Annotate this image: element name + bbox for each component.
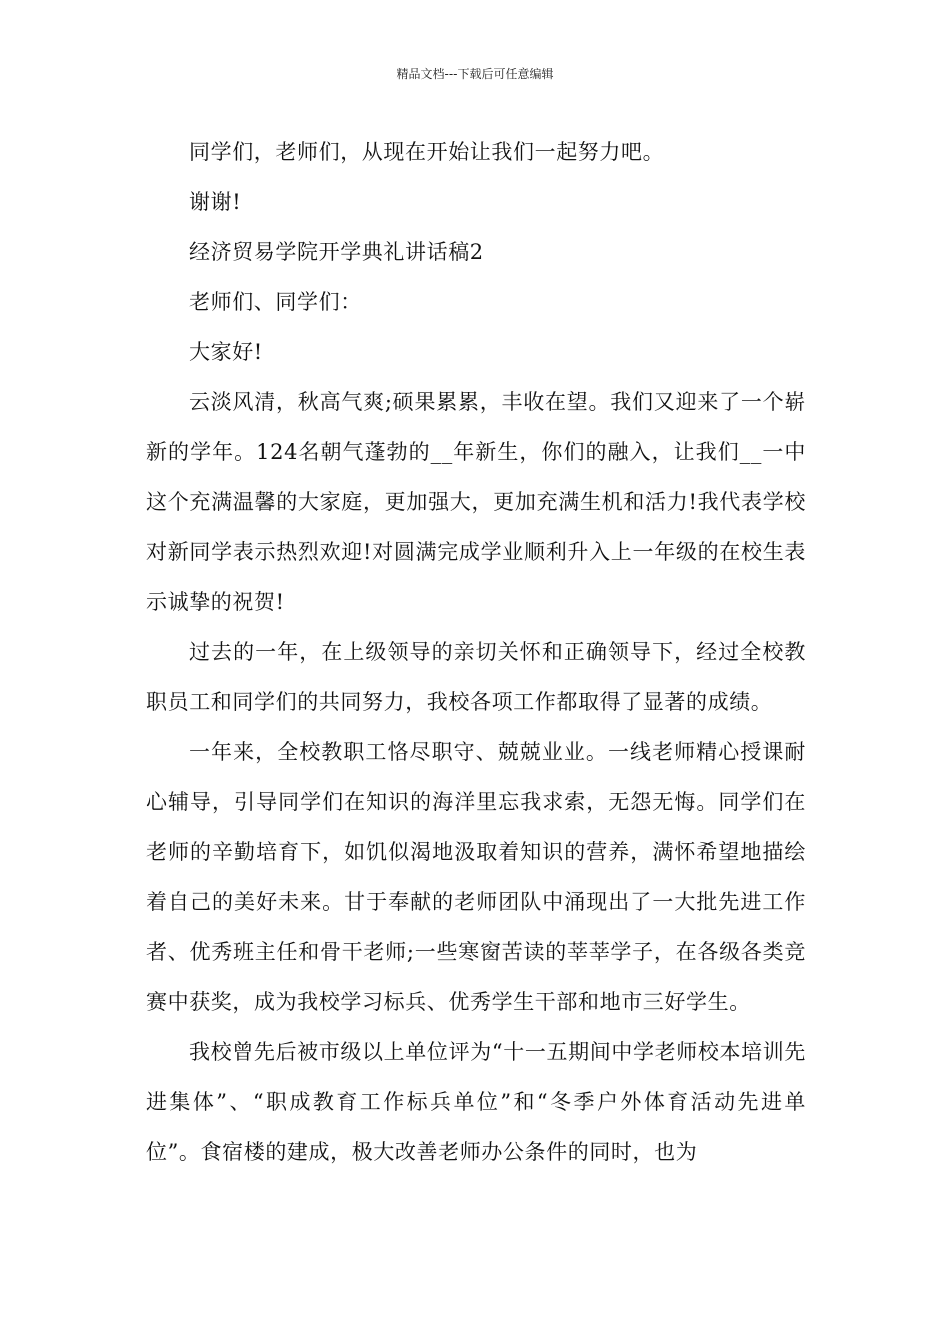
document-body	[146, 127, 806, 1177]
paragraph: 一年来，全校教职工恪尽职守、兢兢业业。一线老师精心授课耐心辅导，引导同学们在知识的海洋里忘我求索，无怨无悔。同学们在老师的辛勤培育下，如饥似渴地汲取着知识的营养，满怀希望地描绘着自己的美好未来。甘于奉献的老师团队中涌现出了一大批先进工作者、优秀班主任和骨干老师;一些寒窗苦读的莘莘学子，在各级各类竞赛中获奖，成为我校学习标兵、优秀学生干部和地市三好学生。	[146, 740, 806, 1014]
speech-title: 经济贸易学院开学典礼讲话稿2	[189, 240, 484, 264]
page-header: 精品文档---下载后可任意编辑	[396, 67, 554, 81]
paragraph: 同学们，老师们，从现在开始让我们一起努力吧。	[189, 140, 665, 164]
paragraph: 谢谢!	[189, 190, 242, 214]
salutation: 老师们、同学们：	[189, 290, 362, 314]
greeting: 大家好!	[189, 340, 263, 364]
paragraph: 我校曾先后被市级以上单位评为“十一五期间中学老师校本培训先进集体”、“职成教育工作标兵单位”和“冬季户外体育活动先进单位”。食宿楼的建成，极大改善老师办公条件的同时，也为	[146, 1040, 806, 1164]
paragraph: 过去的一年，在上级领导的亲切关怀和正确领导下，经过全校教职员工和同学们的共同努力，我校各项工作都取得了显著的成绩。	[146, 640, 806, 714]
paragraph: 云淡风清，秋高气爽;硕果累累，丰收在望。我们又迎来了一个崭新的学年。124名朝气蓬勃的__年新生，你们的融入，让我们__一中这个充满温馨的大家庭，更加强大，更加充满生机和活力!我代表学校对新同学表示热烈欢迎!对圆满完成学业顺利升入上一年级的在校生表示诚挚的祝贺!	[146, 390, 806, 614]
